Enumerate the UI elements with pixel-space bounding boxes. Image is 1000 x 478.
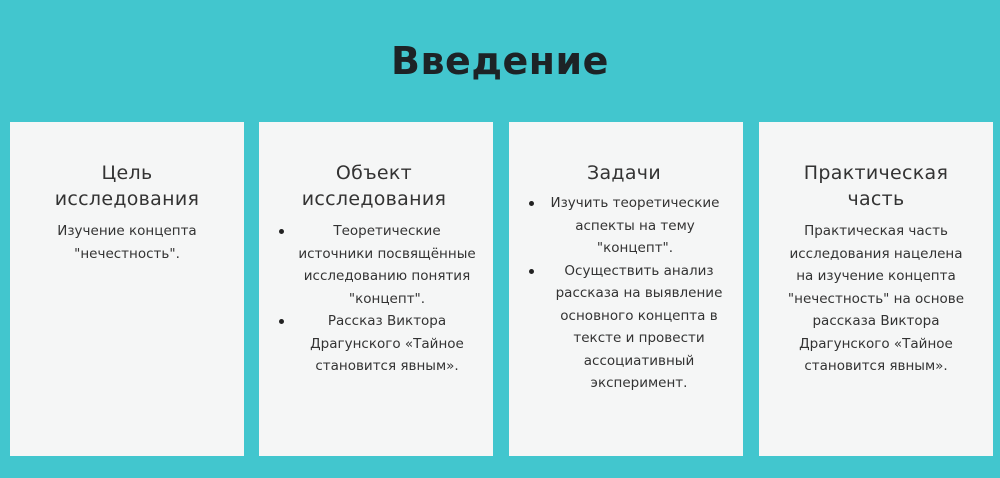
bullet-icon — [529, 269, 534, 274]
card-tasks — [509, 122, 743, 456]
card-tasks-item-2: Осуществить анализ рассказа на выявление основного концепта в тексте и провести ассоциативный эксперимент. — [555, 262, 723, 391]
card-goal-title-line2: исследования — [54, 188, 200, 210]
bullet-icon — [279, 229, 284, 234]
card-tasks-item-1: Изучить теоретические аспекты на тему "концепт". — [550, 195, 720, 256]
card-object-item-1: Теоретические источники посвящённые исследованию понятия "концепт". — [298, 223, 476, 307]
card-practical-title — [773, 160, 979, 212]
list-item — [269, 220, 479, 310]
bullet-icon — [279, 319, 284, 324]
card-object-title — [269, 160, 479, 212]
card-tasks-list — [519, 192, 729, 395]
card-practical-text: Практическая часть исследования нацелена на изучение концепта "нечестность" на основе рассказа Виктора Драгунского «Тайное становится явным». — [787, 223, 965, 374]
card-goal-text: Изучение концепта "нечестность". — [57, 223, 197, 262]
card-practical-title-line1: Практическая — [803, 162, 949, 184]
card-goal-title — [24, 160, 230, 212]
page-title: Введение — [391, 39, 609, 84]
card-goal-title-line1: Цель — [101, 162, 153, 184]
card-object — [259, 122, 493, 456]
card-practical-title-line2: часть — [847, 188, 905, 210]
card-tasks-title-line1: Задачи — [587, 162, 661, 184]
card-object-item-2: Рассказ Виктора Драгунского «Тайное становится явным». — [310, 313, 464, 374]
card-practical — [759, 122, 993, 456]
card-object-title-line2: исследования — [301, 188, 447, 210]
bullet-icon — [529, 201, 534, 206]
list-item — [269, 310, 479, 378]
list-item — [519, 260, 729, 395]
card-tasks-title — [519, 160, 729, 186]
card-goal — [10, 122, 244, 456]
card-object-list — [269, 220, 479, 378]
card-object-title-line1: Объект — [335, 162, 413, 184]
list-item — [519, 192, 729, 260]
